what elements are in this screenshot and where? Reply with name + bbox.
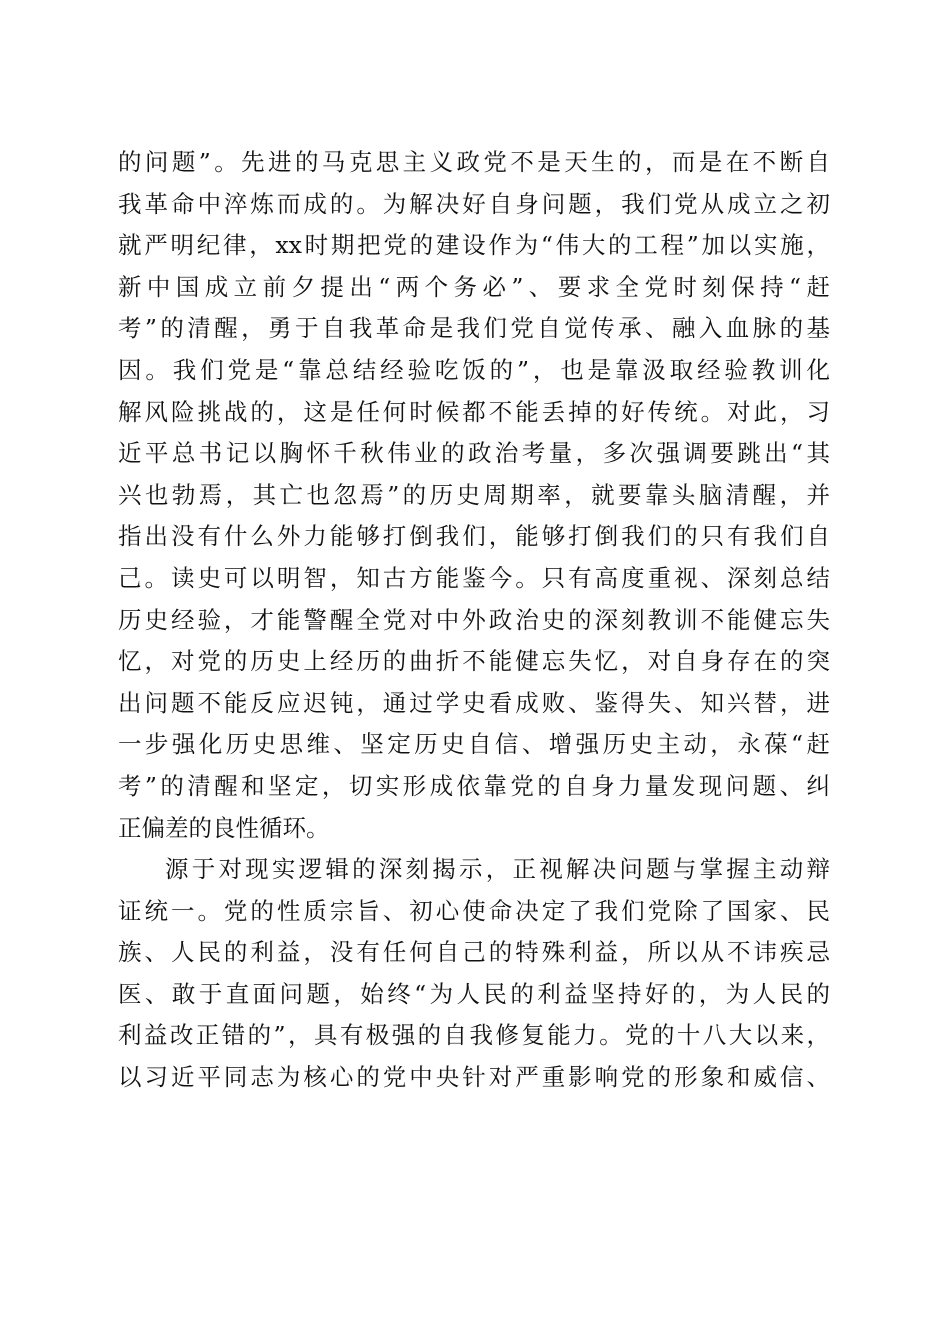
text-line: 兴也勃焉，其亡也忽焉”的历史周期率，就要靠头脑清醒，并 — [118, 480, 830, 509]
text-line: 考”的清醒和坚定，切实形成依靠党的自身力量发现问题、纠 — [118, 771, 830, 800]
text-line: 出问题不能反应迟钝，通过学史看成败、鉴得失、知兴替，进 — [118, 688, 830, 717]
text-line: 医、敢于直面问题，始终“为人民的利益坚持好的，为人民的 — [118, 979, 830, 1008]
text-line: 因。我们党是“靠总结经验吃饭的”，也是靠汲取经验教训化 — [118, 355, 830, 384]
text-line: 近平总书记以胸怀千秋伟业的政治考量，多次强调要跳出“其 — [118, 439, 830, 468]
text-line: 的问题”。先进的马克思主义政党不是天生的，而是在不断自 — [118, 148, 830, 176]
text-line: 正偏差的良性循环。 — [118, 813, 330, 842]
text-line: 考”的清醒，勇于自我革命是我们党自觉传承、融入血脉的基 — [118, 314, 830, 343]
text-line: 利益改正错的”，具有极强的自我修复能力。党的十八大以来， — [118, 1021, 830, 1050]
text-line: 指出没有什么外力能够打倒我们，能够打倒我们的只有我们自 — [118, 522, 830, 551]
text-line: 一步强化历史思维、坚定历史自信、增强历史主动，永葆“赶 — [118, 730, 830, 759]
text-line: 己。读史可以明智，知古方能鉴今。只有高度重视、深刻总结 — [118, 563, 830, 592]
text-line: 解风险挑战的，这是任何时候都不能丢掉的好传统。对此，习 — [118, 397, 830, 426]
text-line: 我革命中淬炼而成的。为解决好自身问题，我们党从成立之初 — [118, 189, 830, 218]
paragraph-first-line: 源于对现实逻辑的深刻揭示，正视解决问题与掌握主动辩 — [165, 855, 830, 884]
text-line: 以习近平同志为核心的党中央针对严重影响党的形象和威信、 — [118, 1063, 830, 1092]
text-line: 忆，对党的历史上经历的曲折不能健忘失忆，对自身存在的突 — [118, 647, 830, 676]
text-line: 历史经验，才能警醒全党对中外政治史的深刻教训不能健忘失 — [118, 605, 830, 634]
body-text — [118, 142, 830, 1099]
text-line: 新中国成立前夕提出“两个务必”、要求全党时刻保持“赶 — [118, 272, 830, 301]
text-line: 就严明纪律，xx时期把党的建设作为“伟大的工程”加以实施， — [118, 231, 830, 260]
text-line: 族、人民的利益，没有任何自己的特殊利益，所以从不讳疾忌 — [118, 938, 830, 967]
text-line: 证统一。党的性质宗旨、初心使命决定了我们党除了国家、民 — [118, 896, 830, 925]
